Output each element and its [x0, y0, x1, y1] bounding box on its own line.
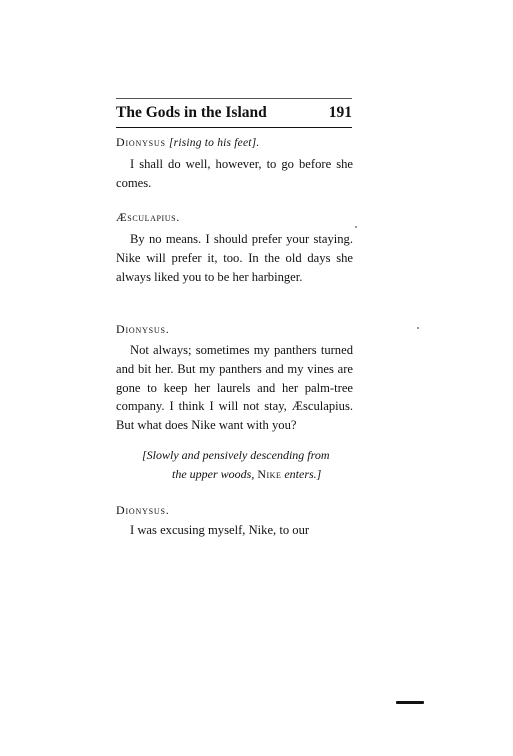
stage-direction: [rising to his feet]. [168, 137, 260, 149]
printer-mark [396, 701, 424, 704]
character-name: Nike [257, 466, 282, 481]
speaker-label: Dionysus. [116, 503, 170, 517]
speaker-name: Dionysus [116, 135, 166, 149]
header-rule [116, 127, 352, 128]
running-header [116, 104, 352, 124]
stage-direction-block [142, 446, 354, 484]
scan-speck [417, 327, 419, 329]
stage-direction-text: the upper woods, [172, 466, 255, 481]
speaker-label [116, 135, 259, 150]
top-rule [116, 98, 352, 99]
page-number: 191 [328, 104, 352, 121]
stage-direction-line: [Slowly and pensively descending from [142, 448, 330, 462]
speech-paragraph: I shall do well, however, to go before she comes. [116, 157, 353, 190]
speech-paragraph: By no means. I should prefer your staying. Nike will prefer it, too. In the old days she always liked you to be her harbinger. [116, 232, 353, 284]
stage-direction-line [142, 465, 354, 484]
speech-paragraph: I was excusing myself, Nike, to our [130, 523, 310, 537]
stage-direction-text: enters.] [284, 466, 322, 481]
scan-speck [355, 226, 357, 228]
running-title: The Gods in the Island [116, 104, 267, 121]
speaker-label: Æsculapius. [116, 210, 180, 224]
speech-paragraph: Not always; sometimes my panthers turned and bit her. But my panthers and my vines are gone to keep her laurels and her palm-tree company. I think I will not stay, Æsculapius. But what does Nike want with you? [116, 343, 353, 433]
speaker-label: Dionysus. [116, 322, 170, 336]
